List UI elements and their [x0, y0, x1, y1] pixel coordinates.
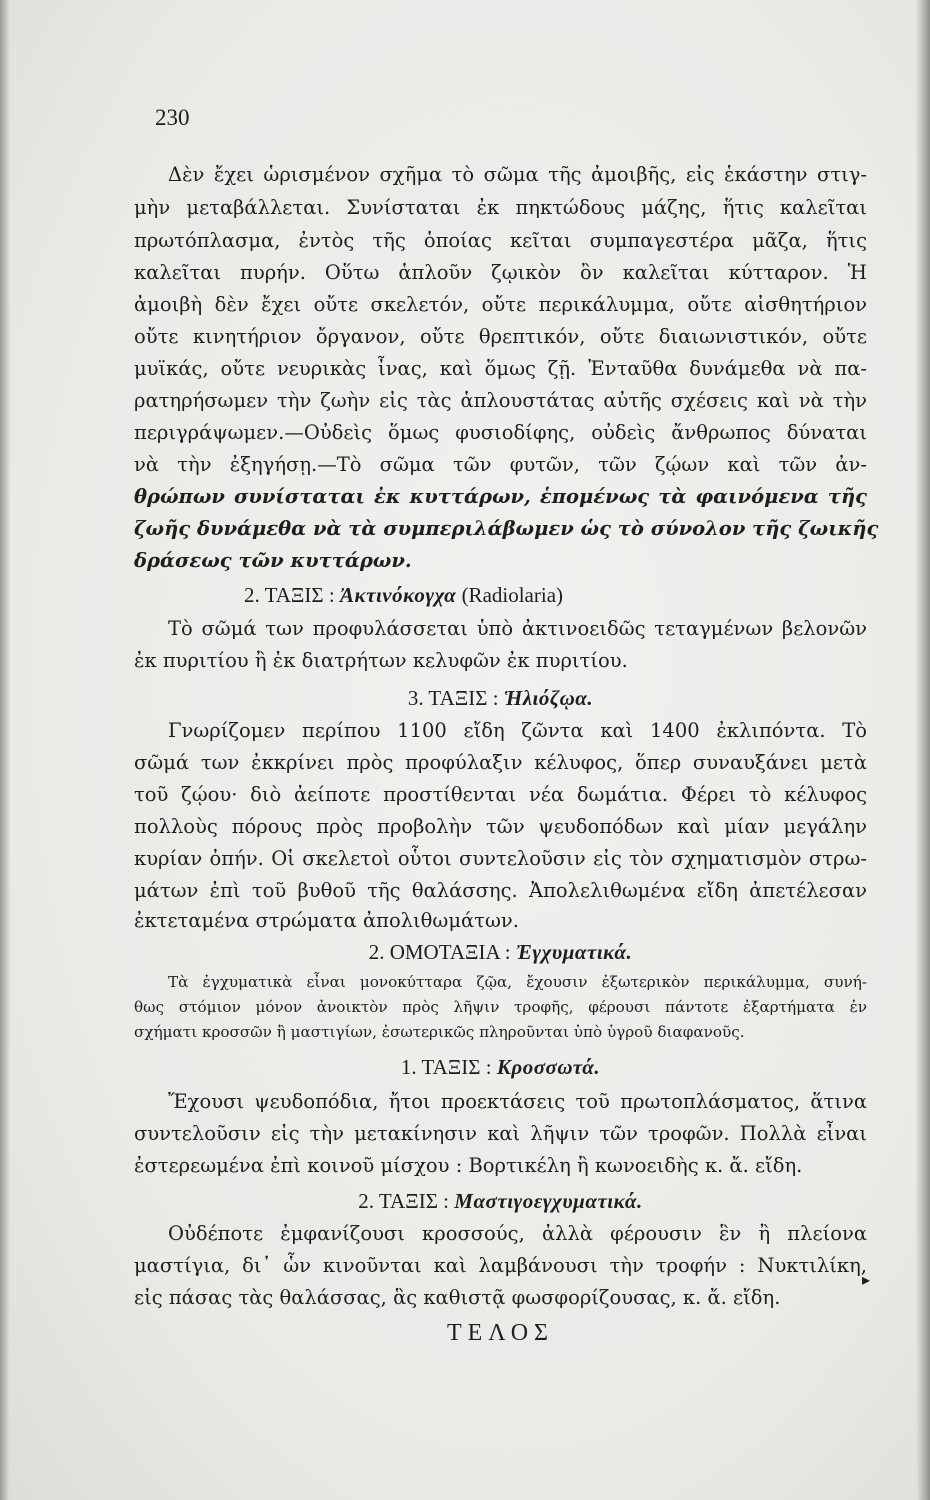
- paragraph-line-small: Τὰ ἐγχυματικὰ εἶναι μονοκύτταρα ζῷα, ἔχουσιν ἐξωτερικὸν περικάλυμμα, συνή-: [168, 973, 867, 991]
- section-heading-heliozoa: [134, 683, 867, 713]
- paragraph-line: Ἔχουσι ψευδοπόδια, ἤτοι προεκτάσεις τοῦ πρωτοπλάσματος, ἅτινα: [168, 1090, 867, 1113]
- paragraph-line: τοῦ ζῴου· διὸ ἀείποτε προστίθενται νέα δωμάτια. Φέρει τὸ κέλυφος: [134, 783, 867, 806]
- paragraph-line-emphasis: ζωῆς δυνάμεθα νὰ τὰ συμπεριλάβωμεν ὡς τὸ σύνολον τῆς ζωικῆς: [134, 517, 879, 540]
- end-word: ΤΕΛΟΣ: [446, 1320, 555, 1346]
- paragraph-line: οὔτε κινητήριον ὄργανον, οὔτε θρεπτικόν, οὔτε διαιωνιστικόν, οὔτε: [134, 325, 867, 348]
- paragraph-line-emphasis: θρώπων συνίσταται ἐκ κυττάρων, ἑπομένως τὰ φαινόμενα τῆς: [134, 485, 867, 508]
- paragraph-line: Οὐδέποτε ἐμφανίζουσι κροσσούς, ἀλλὰ φέρουσιν ἓν ἢ πλείονα: [168, 1222, 867, 1245]
- heading-prefix: 2. ΤΑΞΙΣ :: [244, 583, 335, 607]
- paragraph-line-emphasis: δράσεως τῶν κυττάρων.: [134, 549, 412, 572]
- paragraph-line: περιγράψωμεν.—Οὐδεὶς ὅμως φυσιοδίφης, οὐδεὶς ἄνθρωπος δύναται: [134, 421, 867, 444]
- paragraph-line: ἐκ πυριτίου ἢ ἐκ διατρήτων κελυφῶν ἐκ πυριτίου.: [134, 649, 628, 672]
- heading-prefix: 2. ΟΜΟΤΑΞΙΑ :: [368, 940, 511, 964]
- heading-name: Ἐγχυματικά.: [515, 940, 633, 964]
- paragraph-line-small: θως στόμιον μόνον ἀνοικτὸν πρὸς λῆψιν τροφῆς, φέρουσι πάντοτε ἐξαρτήματα ἐν: [134, 998, 867, 1016]
- section-heading-ciliata: [134, 1052, 867, 1082]
- paragraph-line: μαστίγια, δι᾽ ὧν κινοῦνται καὶ λαμβάνουσι τὴν τροφήν : Νυκτιλίκη,: [134, 1254, 867, 1277]
- heading-name: Μαστιγοεγχυματικά.: [454, 1189, 643, 1213]
- paragraph-line: Τὸ σῶμά των προφυλάσσεται ὑπὸ ἀκτινοειδῶς τεταγμένων βελονῶν: [168, 617, 867, 640]
- section-heading-infusoria: [134, 937, 867, 967]
- paragraph-line: πολλοὺς πόρους πρὸς προβολὴν τῶν ψευδοπόδων καὶ μίαν μεγάλην: [134, 815, 867, 838]
- paragraph-line: Γνωρίζομεν περίπου 1100 εἴδη ζῶντα καὶ 1400 ἐκλιπόντα. Τὸ: [168, 719, 867, 742]
- paragraph-line: κυρίαν ὀπήν. Οἱ σκελετοὶ οὗτοι συντελοῦσιν εἰς τὸν σχηματισμὸν στρω-: [134, 847, 867, 870]
- paragraph-line: ρατηρήσωμεν τὴν ζωὴν εἰς τὰς ἁπλουστάτας αὐτῆς σχέσεις καὶ νὰ τὴν: [134, 389, 867, 412]
- heading-latin: (Radiolaria): [461, 583, 564, 607]
- page-edge-right: [916, 0, 930, 1500]
- end-ornament-icon: ▸: [862, 1270, 871, 1289]
- paragraph-line: συντελοῦσιν εἰς τὴν μετακίνησιν καὶ λῆψιν τῶν τροφῶν. Πολλὰ εἶναι: [134, 1122, 867, 1145]
- heading-prefix: 1. ΤΑΞΙΣ :: [400, 1055, 492, 1079]
- paragraph-line: μυϊκάς, οὔτε νευρικὰς ἶνας, καὶ ὅμως ζῇ. Ἐνταῦθα δυνάμεθα νὰ πα-: [134, 357, 867, 380]
- paragraph-line-small: σχήματι κροσσῶν ἢ μαστιγίων, ἐσωτερικῶς πληροῦνται ὑπὸ ὑγροῦ διαφανοῦς.: [134, 1023, 745, 1041]
- paragraph-line: νὰ τὴν ἐξηγήσῃ.—Τὸ σῶμα τῶν φυτῶν, τῶν ζῴων καὶ τῶν ἀν-: [134, 453, 867, 476]
- paragraph-line: Δὲν ἔχει ὡρισμένον σχῆμα τὸ σῶμα τῆς ἀμοιβῆς, εἰς ἑκάστην στιγ-: [168, 163, 867, 186]
- paragraph-line: μάτων ἐπὶ τοῦ βυθοῦ τῆς θαλάσσης. Ἀπολελιθωμένα εἴδη ἀπετέλεσαν: [134, 879, 867, 902]
- paragraph-line: ἐστερεωμένα ἐπὶ κοινοῦ μίσχου : Βορτικέλη ἢ κωνοειδὴς κ. ἄ. εἴδη.: [134, 1154, 803, 1177]
- paragraph-line: ἀμοιβὴ δὲν ἔχει οὔτε σκελετόν, οὔτε περικάλυμμα, οὔτε αἰσθητήριον: [134, 293, 867, 316]
- heading-prefix: 3. ΤΑΞΙΣ :: [407, 686, 499, 710]
- section-heading-flagellata: [134, 1186, 867, 1216]
- heading-name: Κροσσωτά.: [496, 1055, 601, 1079]
- heading-name: Ἀκτινόκογχα: [340, 583, 457, 607]
- section-heading-radiolaria: [244, 580, 930, 610]
- heading-prefix: 2. ΤΑΞΙΣ :: [358, 1189, 450, 1213]
- heading-name: Ἡλιόζῳα.: [503, 686, 594, 710]
- paragraph-line: μὴν μεταβάλλεται. Συνίσταται ἐκ πηκτώδους μάζης, ἥτις καλεῖται: [134, 196, 867, 219]
- paragraph-line: εἰς πάσας τὰς θαλάσσας, ἃς καθιστᾷ φωσφορίζουσας, κ. ἄ. εἴδη.: [134, 1286, 781, 1309]
- paragraph-line: πρωτόπλασμα, ἐντὸς τῆς ὁποίας κεῖται συμπαγεστέρα μᾶζα, ἥτις: [134, 229, 867, 252]
- page-number: 230: [155, 105, 190, 130]
- page-edge-left: [0, 0, 10, 1500]
- paragraph-line: καλεῖται πυρήν. Οὕτω ἁπλοῦν ζῳικὸν ὂν καλεῖται κύτταρον. Ἡ: [134, 261, 867, 284]
- paragraph-line: σῶμά των ἐκκρίνει πρὸς προφύλαξιν κέλυφος, ὅπερ συναυξάνει μετὰ: [134, 751, 867, 774]
- paragraph-line: ἐκτεταμένα στρώματα ἀπολιθωμάτων.: [134, 909, 519, 932]
